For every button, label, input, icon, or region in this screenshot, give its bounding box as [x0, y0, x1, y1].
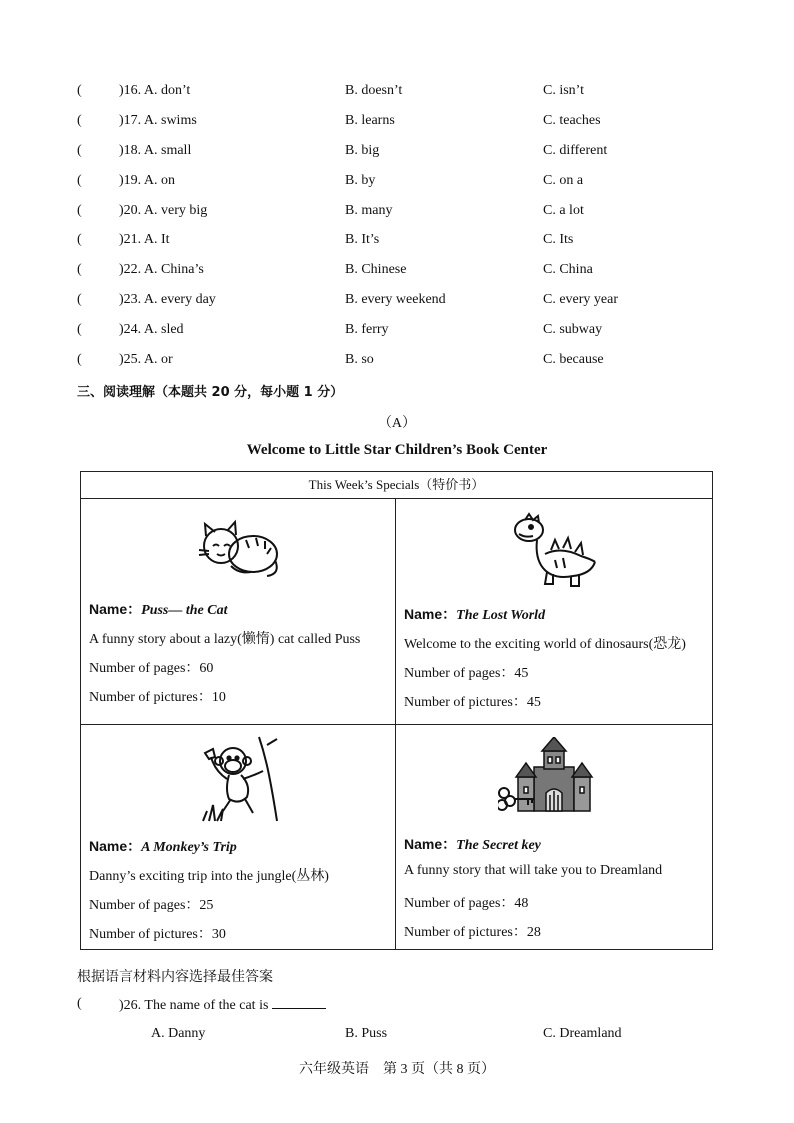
- question-stem: [119, 996, 326, 1014]
- option-c: C. isn’t: [543, 83, 584, 98]
- answer-paren[interactable]: (: [77, 322, 82, 337]
- question-row: [77, 173, 717, 191]
- book-name: [404, 834, 541, 854]
- book-desc: A funny story that will take you to Dreamland: [404, 863, 663, 878]
- book-desc: Danny’s exciting trip into the jungle(丛林): [89, 869, 329, 884]
- option-c: C. Its: [543, 232, 574, 247]
- book-cell-puss: [81, 498, 395, 724]
- question-stem: )24. A. sled: [119, 322, 184, 337]
- page-footer: 六年级英语 第 3 页（共 8 页）: [299, 1062, 495, 1077]
- question-row: [77, 292, 717, 310]
- question-row: [77, 143, 717, 161]
- book-pictures: Number of pictures：30: [89, 927, 226, 942]
- cat-icon: [191, 516, 283, 582]
- question-row: [77, 352, 717, 370]
- part-label: （A）: [377, 416, 417, 431]
- option-b: B. by: [345, 173, 376, 188]
- option-c: C. subway: [543, 322, 603, 337]
- question-row: [77, 996, 717, 1014]
- answer-paren[interactable]: (: [77, 173, 82, 188]
- option-b: B. learns: [345, 113, 395, 128]
- answer-blank[interactable]: [272, 996, 326, 1009]
- answer-paren[interactable]: (: [77, 232, 82, 247]
- option-b: B. Chinese: [345, 262, 407, 277]
- option-row: [77, 1026, 717, 1044]
- name-label: Name：: [404, 606, 457, 622]
- question-text: )26. The name of the cat is: [119, 998, 269, 1013]
- book-title: The Lost World: [456, 608, 546, 623]
- option-c: C. different: [543, 143, 608, 158]
- book-pages: Number of pages：48: [404, 896, 529, 911]
- book-title: The Secret key: [456, 838, 541, 853]
- option-b: B. every weekend: [345, 292, 446, 307]
- answer-paren[interactable]: (: [77, 113, 82, 128]
- option-b: B. so: [345, 352, 374, 367]
- question-row: [77, 232, 717, 250]
- option-a: A. Danny: [151, 1026, 206, 1041]
- option-b: B. doesn’t: [345, 83, 403, 98]
- question-stem: )23. A. every day: [119, 292, 216, 307]
- book-name: [89, 599, 228, 619]
- question-row: [77, 113, 717, 131]
- option-c: C. because: [543, 352, 604, 367]
- option-c: C. Dreamland: [543, 1026, 622, 1041]
- monkey-icon: [199, 735, 281, 823]
- question-stem: )25. A. or: [119, 352, 173, 367]
- book-pictures: Number of pictures：10: [89, 690, 226, 705]
- book-name: [89, 836, 237, 856]
- answer-paren[interactable]: (: [77, 203, 82, 218]
- option-b: B. big: [345, 143, 380, 158]
- book-desc: A funny story about a lazy(懒惰) cat called Puss: [89, 632, 361, 647]
- question-stem: )20. A. very big: [119, 203, 208, 218]
- question-row: [77, 203, 717, 221]
- question-stem: )16. A. don’t: [119, 83, 191, 98]
- option-b: B. Puss: [345, 1026, 388, 1041]
- book-specials-table: [80, 471, 713, 950]
- answer-paren[interactable]: (: [77, 262, 82, 277]
- option-c: C. China: [543, 262, 593, 277]
- book-pages: Number of pages：45: [404, 666, 529, 681]
- question-row: [77, 83, 717, 101]
- option-c: C. a lot: [543, 203, 584, 218]
- book-pictures: Number of pictures：45: [404, 695, 541, 710]
- question-row: [77, 262, 717, 280]
- option-b: B. It’s: [345, 232, 380, 247]
- name-label: Name：: [404, 836, 457, 852]
- book-desc: Welcome to the exciting world of dinosaurs(恐龙): [404, 637, 686, 652]
- table-header: This Week’s Specials（特价书）: [81, 472, 712, 499]
- book-pages: Number of pages：25: [89, 898, 214, 913]
- option-b: B. ferry: [345, 322, 389, 337]
- answer-paren[interactable]: (: [77, 352, 82, 367]
- book-title: Puss— the Cat: [141, 603, 228, 618]
- answer-paren[interactable]: (: [77, 292, 82, 307]
- question-stem: )17. A. swims: [119, 113, 197, 128]
- book-pictures: Number of pictures：28: [404, 925, 541, 940]
- option-b: B. many: [345, 203, 393, 218]
- book-cell-secret-key: [396, 725, 713, 950]
- question-stem: )18. A. small: [119, 143, 192, 158]
- question-stem: )21. A. It: [119, 232, 170, 247]
- instruction: 根据语言材料内容选择最佳答案: [77, 969, 273, 985]
- name-label: Name：: [89, 601, 142, 617]
- book-cell-lost-world: [396, 498, 713, 724]
- option-c: C. teaches: [543, 113, 601, 128]
- passage-title: Welcome to Little Star Children’s Book Center: [246, 442, 548, 458]
- name-label: Name：: [89, 838, 142, 854]
- book-name: [404, 604, 545, 624]
- book-title: A Monkey’s Trip: [141, 840, 237, 855]
- question-row: [77, 322, 717, 340]
- section-title: 三、阅读理解（本题共 20 分，每小题 1 分）: [77, 385, 344, 400]
- option-c: C. every year: [543, 292, 619, 307]
- question-stem: )22. A. China’s: [119, 262, 204, 277]
- dinosaur-icon: [511, 510, 601, 590]
- book-pages: Number of pages：60: [89, 661, 214, 676]
- book-cell-monkey: [81, 725, 395, 950]
- castle-icon: [498, 737, 610, 815]
- answer-paren[interactable]: (: [77, 996, 82, 1011]
- option-c: C. on a: [543, 173, 584, 188]
- question-stem: )19. A. on: [119, 173, 175, 188]
- answer-paren[interactable]: (: [77, 143, 82, 158]
- answer-paren[interactable]: (: [77, 83, 82, 98]
